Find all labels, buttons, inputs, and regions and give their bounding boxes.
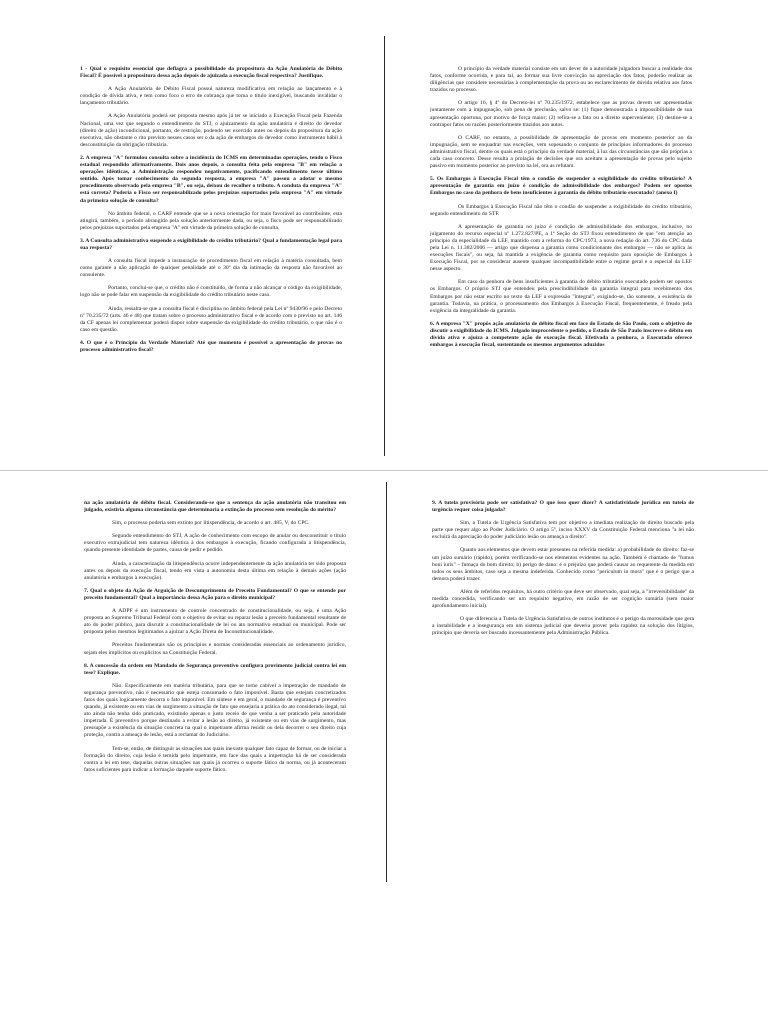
question-heading: 5. Os Embargos à Execução Fiscal têm o condão de suspender a exigibilidade do crédito tributário? A apresentação de garantia em juízo é condição de admissibilidade dos embargos? Podem ser opostos Embargos no caso da penhora de bens insuficientes à garantia do débito tributário executado? (anexo I) bbox=[430, 176, 692, 197]
question-heading: 6. A empresa "X" propôs ação anulatória de débito fiscal em face do Estado de São Paulo, com o objetivo de discutir a exigibilidade do ICMS. Julgado improcedente o pedido, o Estado de São Paulo inscreve o débito em dívida ativa e ajuíza a competente ação de execução fiscal. Efetivada a penhora, a Executada oferece embargos à execução fiscal, sustentando os mesmos argumentos aduzidos bbox=[430, 320, 692, 349]
answer-paragraph: Portanto, conclui-se que, o crédito não é constituído, de forma a não alcançar o código da exigibilidade, logo não se pode falar em suspensão da exigibilidade do crédito tributário neste caso. bbox=[80, 285, 342, 299]
page-bottom-right bbox=[432, 500, 694, 770]
column-divider-bottom bbox=[386, 482, 387, 882]
question-heading: 2. A empresa "A" formulou consulta sobre a incidência do ICMS em determinadas operações, tendo o Fisco estadual respondido afirmativamente. Dois anos depois, a consulta feita pela empresa "B" em relação a operações idênticas, a Administração respondeu negativamente, pacificando entendimento nesse último sentido. Após tomar conhecimento da segunda resposta, a empresa "A" passou a adotar o mesmo procedimento observado pela empresa "B", ou seja, deixou de recolher o tributo. A conduta da empresa "A" está correta? Poderia o Fisco ser responsabilizado pelos prejuízos suportados pela empresa "A" em virtude da primeira solução de consulta? bbox=[80, 154, 342, 204]
answer-paragraph: Ainda, a caracterização da litispendência ocorre independentemente da ação anulatória ter sido proposta antes ou depois da execução fiscal, tendo em vista a autonomia desta última em relação à demais ações (ação anulatória e embargos à execução). bbox=[84, 560, 346, 581]
page-bottom-left bbox=[84, 500, 346, 876]
page-top-left bbox=[80, 66, 342, 444]
answer-paragraph: No âmbito federal, o CARF entende que se a nova orientação for mais favorável ao contribuinte, esta atingirá, também, o período abrangido pela solução anteriormente dada, ou seja, o fisco pode ser responsabilizado pelos prejuízos suportados pela empresa "A" em virtude da primeira solução de consulta. bbox=[80, 210, 342, 231]
question-heading: 8. A concessão da ordem em Mandado de Segurança preventivo configura provimento judicial contra lei em tese? Explique. bbox=[84, 662, 346, 676]
question-heading: 1 - Qual o requisito essencial que deflagra a possibilidade da propositura da Ação Anulatória de Débito Fiscal? É possível a propositura dessa ação depois de ajuizada a execução fiscal respectiva? Justifique. bbox=[80, 66, 342, 80]
answer-paragraph: Segundo entendimento do STJ, A ação de conhecimento com escopo de anular ou desconstituir o título executivo extrajudicial tem natureza idêntica à dos embargos à execução, ficando configurada a litispendência, quando presente identidade de partes, causa de pedir e pedido. bbox=[84, 533, 346, 554]
answer-paragraph: Preceitos fundamentais são os princípios e normas consideradas essenciais ao ordenamento jurídico, sejam eles implícitos ou explícitos na Constituição Federal. bbox=[84, 642, 346, 656]
page-separator bbox=[0, 470, 768, 471]
answer-paragraph: A Ação Anulatória de Débito Fiscal possui natureza modificativa em relação ao lançamento e à condição de dívida ativa, e tem como foco o erro de cobrança que torna o título inexigível, buscando invalidar o lançamento tributário. bbox=[80, 86, 342, 107]
answer-paragraph: Sim, a Tutela de Urgência Satisfativa tem por objetivo a imediata realização do direito buscado pela parte que requer algo ao Poder Judiciário. O artigo 5º, inciso XXXV da Constituição Federal menciona "a lei não excluirá da apreciação do poder judiciário lesão ou ameaça a direito". bbox=[432, 520, 694, 541]
question-heading: 9. A tutela provisória pode ser satisfativa? O que isso quer dizer? A satisfatividade jurídica em tutela de urgência requer coisa julgada? bbox=[432, 500, 694, 514]
answer-paragraph: Sim, o processo poderia sem extinto por litispendência, de acordo o art. 485, V, do CPC. bbox=[112, 520, 310, 527]
question-heading: 4. O que é o Princípio da Verdade Material? Até que momento é possível a apresentação de provas no processo administrativo fiscal? bbox=[80, 339, 342, 353]
answer-paragraph: A Ação Anulatória poderá ser proposta mesmo após já ter se iniciado a Execução Fiscal pela Fazenda Nacional, uma vez que segundo o entendimento do STJ, o ajuizamento da ação anulatória é direito do devedor (direito de ação) incondicional, portanto, de restrição, podendo ser exercido antes ou depois da propositura da ação executiva, não obstante o rito previsto nesses casos ser o da ação de embargos do devedor como instrumento hábil à desconstituição da obrigação tributária. bbox=[80, 113, 342, 148]
answer-paragraph: Ainda, ressalta-se que a consulta fiscal é disciplina no âmbito federal pela Lei nº 9430/96 e pelo Decreto nº 70.235/72 (arts. 46 e 48) que tratam sobre o processo administrativo fiscal e de acordo com o previsto no art. 146 da CF apenas lei complementar poderá dispor sobre suspensão da exigibilidade do crédito tributário, o que não é o caso em questão. bbox=[80, 305, 342, 333]
answer-paragraph: Em caso da penhora de bens insuficientes à garantia do débito tributário executado podem ser opostos os Embargos. O próprio STJ que entendeu pela prescindibilidade da garantia integral para recebimento dos Embargos por não estar escrito no texto da LEF a expressão "integral", exigindo-se, tão somente, a existência de garantia. Todavia, na prática, o processamento dos Embargos à Execução Fiscal, frequentemente, é freado pela exigência da integralidade da garantia. bbox=[430, 279, 692, 314]
question-heading: na ação anulatória de débito fiscal. Considerando-se que a sentença da ação anulatória não transitou em julgado, existiria alguma circunstância que determinaria a extinção do processo sem resolução do mérito? bbox=[84, 500, 346, 514]
answer-paragraph: A apresentação de garantia no juízo é condição de admissibilidade dos embargos, inclusive, no julgamento do recurso especial nº 1.272.827/PE, a 1ª Seção do STJ fixou entendimento de que "em atenção ao princípio da especialidade da LEF, mantido com a reforma do CPC/1973, a nova redação do art. 736 do CPC dada pela Lei n. 11.382/2006 — artigo que dispensa a garantia como condicionante dos embargos — não se aplica às execuções fiscais", ou seja, há mantida a exigência de garantia como requisito para oposição de Embargos à Execução Fiscal, por se considerar ausente qualquer incompatibilidade entre o regime geral e o especial da LEF nesse aspecto. bbox=[430, 223, 692, 273]
question-heading: 7. Qual o objeto da Ação de Arguição de Descumprimento de Preceito Fundamental? O que se entende por preceito fundamental? Qual a importância dessa Ação para o direito municipal? bbox=[84, 587, 346, 601]
column-divider-top bbox=[384, 36, 385, 456]
answer-paragraph: A ADPF é um instrumento de controle concentrado de constitucionalidade, ou seja, é uma Ação proposta ao Supremo Tribunal Federal com o objetivo de evitar ou reparar lesão a preceito fundamental resultante de ato do poder público, para discutir a constitucionalidade de lei ou ato normativo estadual ou municipal. Pode ser proposta pelos mesmos legitimados a ajuizar a Ação Direta de Inconstitucionalidade. bbox=[84, 608, 346, 636]
question-heading: 3. A Consulta administrativa suspende a exigibilidade do crédito tributário? Qual a fundamentação legal para sua resposta? bbox=[80, 237, 342, 251]
answer-paragraph: O princípio da verdade material consiste em um dever de a autoridade julgadora buscar a realidade dos fatos, conforme ocorrida, e para tal, ao formar sua livre convicção na apreciação dos fatos, poderão realizar as diligências que considere necessárias à complementação da prova ou ao esclarecimento de dúvida relativa aos fatos trazidos no processo. bbox=[430, 66, 692, 94]
answer-paragraph: A consulta fiscal impede a instauração de procedimento fiscal em relação à matéria consultada, bem como garante a não aplicação de qualquer penalidade até o 30º dia da intimação da resposta não favorável ao consulente. bbox=[80, 258, 342, 279]
answer-paragraph: Não. Especificamente em matéria tributária, para que se torne cabível a impetração de mandado de segurança preventivo, não é necessário que esteja consumado o fato imponível. Basta que estejam concretizados fatos dos quais logicamente decorra o fato imponível. Em síntese e em geral, o mandado de segurança é preventivo quando, já existente ou em vias de surgimento a situação de fato que ensejaria a prática do ato considerado ilegal, tal ato ainda não tenha sido praticado, existindo apenas o justo receio de que venha a ser praticado pela autoridade impetrada. É preventivo porque destinado a evitar a lesão ao direito, já existente ou em vias de surgimento, mas pressupõe a existência da situação concreta na qual o impetrante afirma residir ou dela decorrer o seu direito cuja proteção, contra a ameaça de lesão, está a reclamar do Judiciário. bbox=[84, 682, 346, 739]
answer-paragraph: Tem-se, então, de distinguir as situações nas quais inexiste qualquer fato capaz de formar, ou de iniciar a formação do direito, cuja lesão é temida pelo impetrante, em face das quais a impetração há de ser considerada contra a lei em tese, daquelas outras situações nas quais já ocorreu o suporte fático da norma, ou já aconteceram fatos suficientes para indicar a formação daquele suporte fático. bbox=[84, 745, 346, 773]
answer-paragraph: O CARF, no entanto, a possibilidade de apresentação de provas em momento posterior ao da impugnação, sem se enquadrar nas exceções, vem sopesando o conjunto de princípios informadores do processo administrativo fiscal, dentre os quais está o princípio da verdade material, à luz das circunstâncias que são próprias a cada caso concreto. Desse resulta a prolação de decisões que ora aceitam a apresentação de provas pelo sujeito passivo em momento posterior ao previsto na lei, ora as refutam. bbox=[430, 134, 692, 170]
answer-paragraph: O que diferencia a Tutela de Urgência Satisfativa de outros institutos é o perigo da morosidade que gera a instabilidade e a insegurança em um sistema judicial que deveria prover pela rapidez na solução dos litígios, princípio que deveria ser buscado incessantemente pela Administração Pública. bbox=[432, 616, 694, 637]
answer-paragraph: Quanto aos elementos que devem estar presentes na referida medida: a) probabilidade do direito: faz-se um juízo sumário (rápido), porém verificando-se nos elementos evidentes na ação. Também é chamado de "fumus boni iuris" – fumaça do bom direito; b) perigo de dano: é o prejuízo que poderá causar ao requerente da medida em todos os seus âmbitos, caso seja a mesma indeferida. Conhecido como "periculum in mora" que é o perigo que a demora poderá trazer. bbox=[432, 547, 694, 582]
answer-paragraph: Além de referidos requisitos, há outro critério que deve ser observado, qual seja, a "irreversibilidade" da medida concedida, verificando ser um requisito negativo, em razão de ser cognição sumária (sem maior aprofundamento inicial). bbox=[432, 588, 694, 610]
page-top-right bbox=[430, 66, 692, 444]
answer-paragraph: O artigo 16, § 4º do Decreto-lei nº 70.235/1972, estabelece que as provas devem ser apresentadas juntamente com a impugnação, sob pena de preclusão, salvo se: (1) fique demonstrada a impossibilidade de sua apresentação oportuna, por motivo de força maior; (2) refira-se a fato ou a direito superveniente; (3) destine-se a contrapor fatos ou razões posteriormente trazidos aos autos. bbox=[430, 100, 692, 128]
answer-paragraph: Os Embargos à Execução Fiscal não têm o condão de suspender a exigibilidade do crédito tributário, segundo entendimento do STF. bbox=[430, 203, 692, 217]
